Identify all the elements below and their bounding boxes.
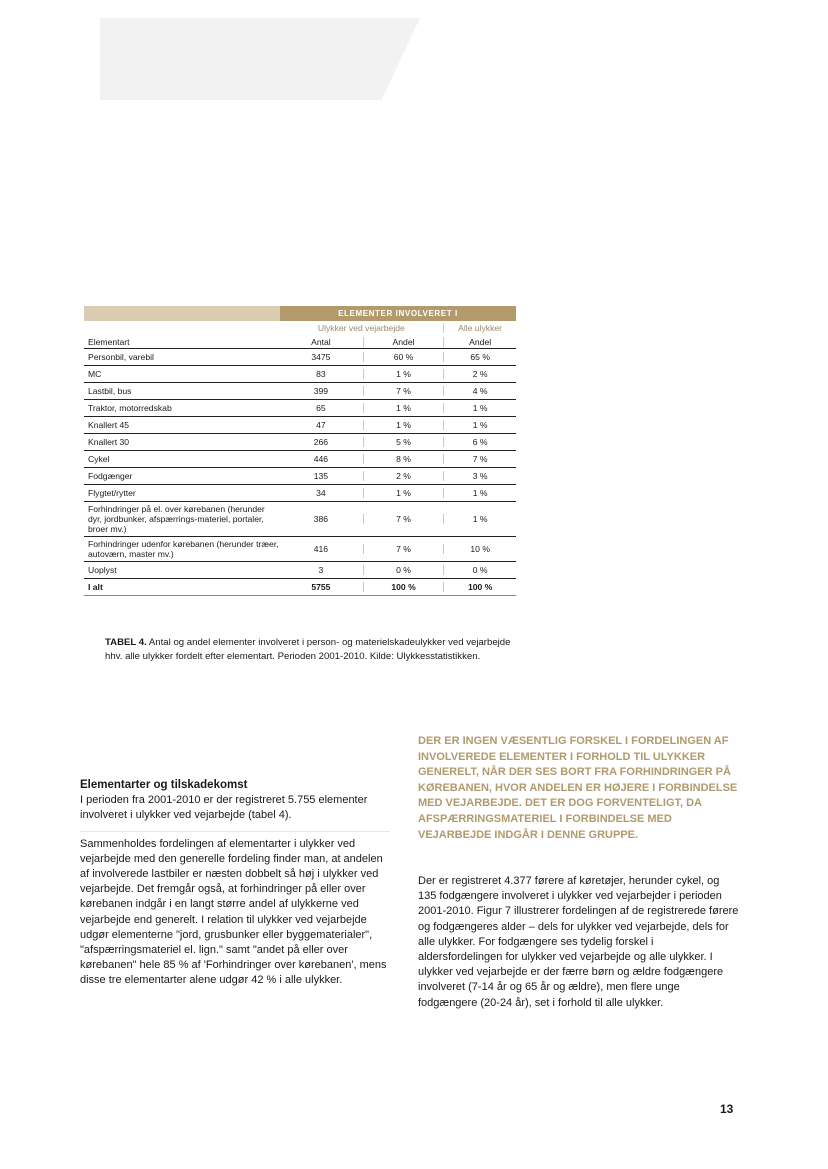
- table-row: [84, 451, 516, 468]
- col-andel: Andel: [364, 337, 445, 347]
- table-cell: Forhindringer på el. over kørebanen (herunder dyr, jordbunker, afspærrings-materiel, portaler, broer mv.): [88, 504, 265, 534]
- table-cell: 5 %: [364, 437, 445, 447]
- table-cell: Uoplyst: [88, 565, 117, 575]
- table-cell: 386: [279, 514, 364, 524]
- table-row: [84, 417, 516, 434]
- table-cell: 65 %: [470, 352, 490, 362]
- table-cell: 65: [279, 403, 364, 413]
- table-caption: [105, 636, 525, 664]
- table-cell: 135: [279, 471, 364, 481]
- table-cell: 10 %: [470, 544, 490, 554]
- table-cell: 2 %: [472, 369, 488, 379]
- table-cell: 2 %: [364, 471, 445, 481]
- caption-text: Antal og andel elementer involveret i person- og materielskadeulykker ved vejarbejde hhv. alle ulykker fordelt efter elementart. Perioden 2001-2010. Kilde: Ulykkesstatistikken.: [105, 637, 511, 662]
- table-row-total: I alt 5755 100 % 100 %: [84, 579, 516, 596]
- table-cell: 6 %: [472, 437, 488, 447]
- table-cell: Lastbil, bus: [88, 386, 132, 396]
- table-row: [84, 562, 516, 579]
- pull-quote: DER ER INGEN VÆSENTLIG FORSKEL I FORDELINGEN AF INVOLVEREDE ELEMENTER I FORHOLD TIL ULYKKER GENERELT, NÅR DER SES BORT FRA FORHINDRINGER PÅ KØREBANEN, HVOR ANDELEN ER HØJERE I FORBINDELSE MED VEJARBEJDE. DET ER DOG FORVENTELIGT, DA AFSPÆRRINGSMATERIEL I FORBINDELSE MED VEJARBEJDE INDGÅR I DENNE GRUPPE.: [418, 735, 738, 841]
- table-row: [84, 349, 516, 366]
- table-cell: 1 %: [472, 403, 488, 413]
- table-column-header: [84, 335, 516, 349]
- group-alle: Alle ulykker: [458, 323, 503, 333]
- table-cell: Cykel: [88, 454, 110, 464]
- table-cell: 7 %: [364, 386, 445, 396]
- table-cell: Traktor, motorredskab: [88, 403, 172, 413]
- table-row: [84, 485, 516, 502]
- table-cell: 34: [279, 488, 364, 498]
- table-cell: 7 %: [364, 514, 445, 524]
- table-cell: 1 %: [364, 403, 445, 413]
- table-cell: 83: [279, 369, 364, 379]
- table-cell: 1 %: [364, 369, 445, 379]
- col-elementart: Elementart: [88, 336, 130, 347]
- table-row: [84, 468, 516, 485]
- table-cell: Knallert 45: [88, 420, 130, 430]
- table-cell: 7 %: [472, 454, 488, 464]
- group-vejarbejde: Ulykker ved vejarbejde: [280, 323, 445, 333]
- table-cell: 60 %: [364, 352, 445, 362]
- table-cell: 47: [279, 420, 364, 430]
- table-cell: 399: [279, 386, 364, 396]
- caption-label: TABEL 4.: [105, 637, 147, 648]
- table-cell: 416: [279, 544, 364, 554]
- table-row: [84, 366, 516, 383]
- table-row: [84, 537, 516, 562]
- right-column: [418, 874, 740, 1011]
- table-cell: 3: [279, 565, 364, 575]
- table-cell: 1 %: [472, 514, 488, 524]
- page-number: 13: [720, 1102, 734, 1116]
- table-cell: 266: [279, 437, 364, 447]
- left-column: [80, 778, 390, 1002]
- table-cell: Forhindringer udenfor kørebanen (herunder træer, autoværn, master mv.): [88, 539, 279, 559]
- table-cell: Personbil, varebil: [88, 352, 154, 362]
- table-row: [84, 434, 516, 451]
- section-heading: Elementarter og tilskadekomst: [80, 779, 248, 791]
- table-cell: 7 %: [364, 544, 445, 554]
- table-row: [84, 383, 516, 400]
- table-header-title: ELEMENTER INVOLVERET I: [280, 306, 516, 321]
- table-cell: MC: [88, 369, 102, 379]
- table-group-header: [84, 321, 516, 335]
- table-row: [84, 400, 516, 417]
- table-cell: 446: [279, 454, 364, 464]
- table-row: [84, 502, 516, 537]
- table-cell: 8 %: [364, 454, 445, 464]
- paragraph: Der er registreret 4.377 førere af køretøjer, herunder cykel, og 135 fodgængere involveret i ulykker ved vejarbejder i perioden 2001-2010. Figur 7 illustrerer fordelingen af de registrerede førere og fodgængeres alder – dels for ulykker ved vejarbejde, dels for alle ulykker. For fodgængere ses tydelig forskel i aldersfordelingen for ulykker ved vejarbejde og alle ulykker. I ulykker ved vejarbejde er der færre børn og ældre fodgængere involveret (7-14 år og 65 år og ældre), men flere unge fodgængere (20-24 år), set i forhold til alle ulykker.: [418, 875, 739, 1009]
- table-cell: 0 %: [472, 565, 488, 575]
- table-cell: Knallert 30: [88, 437, 130, 447]
- elements-table: [84, 306, 516, 596]
- table-header-band: [84, 306, 516, 321]
- top-decorative-band: [100, 18, 420, 100]
- paragraph: I perioden fra 2001-2010 er der registreret 5.755 elementer involveret i ulykker ved vejarbejde (tabel 4).: [80, 794, 368, 822]
- table-cell: 3 %: [472, 471, 488, 481]
- table-cell: 1 %: [472, 488, 488, 498]
- table-cell: 1 %: [364, 420, 445, 430]
- table-cell: 4 %: [472, 386, 488, 396]
- col-antal: Antal: [279, 337, 364, 347]
- table-cell: 0 %: [364, 565, 445, 575]
- table-body: [84, 349, 516, 579]
- col-andel-alle: Andel: [469, 336, 492, 347]
- paragraph: Sammenholdes fordelingen af elementarter i ulykker ved vejarbejde med den generelle fordeling finder man, at andelen af involverede lastbiler er næsten dobbelt så høj i ulykker ved vejarbejde. Det fremgår også, at forhindringer på eller over kørebanen indgår i en langt større andel af ulykkerne ved vejarbejde end generelt. I relation til ulykker ved vejarbejde udgør elementerne "jord, grusbunker eller byggematerialer", "afspærringsmateriel el. lign." samt "andet på eller over kørebanen" hele 85 % af 'Forhindringer over kørebanen', mens disse tre elementarter alene udgør 42 % i alle ulykker.: [80, 837, 387, 987]
- table-cell: 1 %: [472, 420, 488, 430]
- table-cell: 1 %: [364, 488, 445, 498]
- table-cell: Flygtet/rytter: [88, 488, 136, 498]
- table-cell: Fodgænger: [88, 471, 133, 481]
- table-cell: 3475: [279, 352, 364, 362]
